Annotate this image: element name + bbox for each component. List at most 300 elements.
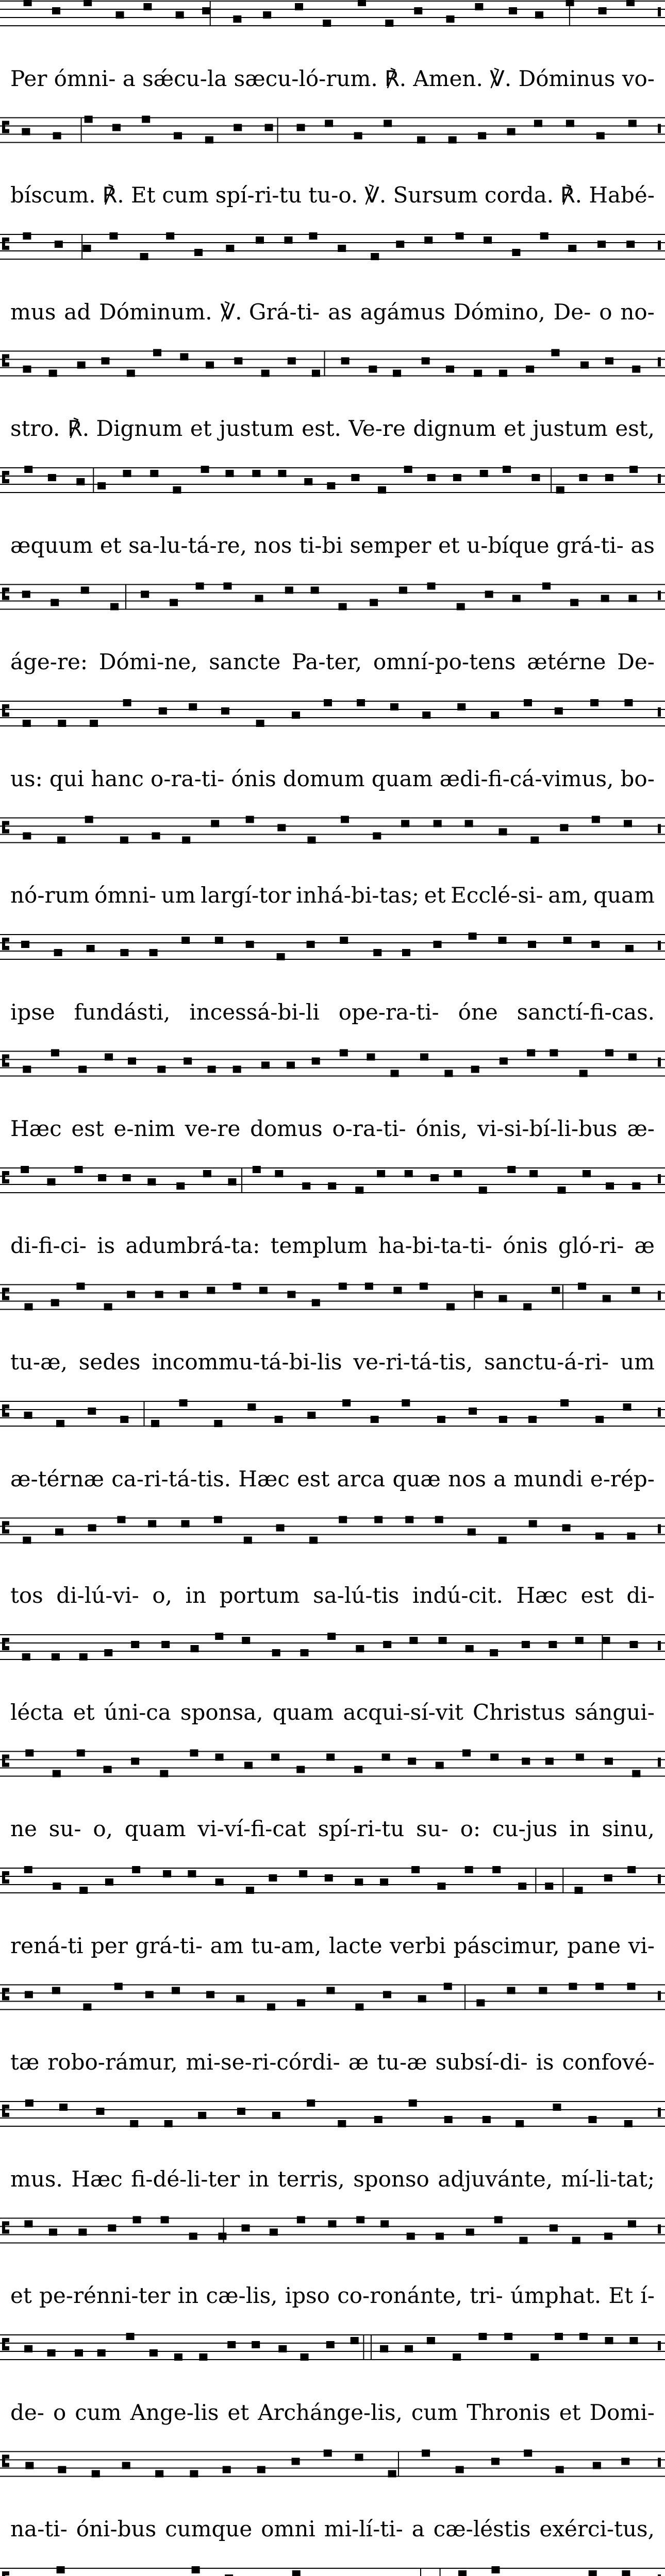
neume (24, 0, 32, 6)
lyric-syllable: nos (254, 532, 292, 558)
neume (226, 245, 234, 252)
lyric-syllable: as (630, 532, 655, 558)
neume (414, 7, 422, 14)
neume (269, 1874, 277, 1882)
lyric-syllable: o-ra-ti- (332, 1116, 406, 1141)
neume (457, 703, 466, 710)
neume (468, 1529, 476, 1536)
lyric-syllable: Dómi-ne, (98, 649, 198, 674)
neume (338, 2120, 346, 2127)
neume (434, 941, 442, 948)
neume (296, 1766, 305, 1773)
lyric-syllable: quam (272, 1699, 334, 1725)
lyric-syllable: a (493, 1466, 507, 1492)
neume (524, 699, 532, 706)
neume (593, 2462, 601, 2469)
neume (388, 2470, 396, 2478)
lyric-syllable: na-ti- (10, 2516, 68, 2541)
neume (151, 1420, 159, 1427)
neume (422, 711, 430, 719)
neume (214, 1420, 222, 1427)
neume (57, 2566, 65, 2573)
lyric-syllable: in (248, 2166, 270, 2192)
custos (658, 2225, 661, 2234)
neume (367, 1054, 375, 1061)
neume (374, 2116, 383, 2123)
neume (83, 245, 91, 252)
staff-system (0, 1399, 665, 1427)
custos (658, 1291, 661, 1300)
neume (312, 370, 320, 377)
neume (97, 2349, 106, 2357)
lyric-line (0, 1463, 665, 1494)
lyric-syllable: justum (533, 416, 608, 441)
lyric-syllable: us: (10, 766, 43, 791)
lyric-line (0, 2514, 665, 2545)
neume (174, 132, 182, 140)
lyric-syllable: mi-lí-ti- (324, 2516, 403, 2541)
neume (523, 1303, 531, 1311)
neume (430, 1174, 439, 1181)
lyric-syllable: ope-ra-ti- (338, 999, 439, 1025)
neume (242, 2225, 250, 2232)
neume (574, 1887, 583, 1894)
lyric-line (0, 1230, 665, 1261)
neume (439, 1637, 447, 1644)
neume (272, 1649, 280, 1656)
neume (276, 1524, 285, 1532)
lyric-syllable: et (10, 2283, 32, 2308)
staff-system (0, 232, 665, 260)
neume (422, 2450, 430, 2457)
lyric-syllable: tos (10, 1583, 43, 1608)
neume (498, 937, 506, 944)
neume (21, 941, 29, 948)
custos (658, 1174, 661, 1183)
lyric-syllable: Per (10, 65, 47, 91)
lyric-syllable: ætérne (527, 649, 606, 674)
c-clef-icon (2, 2222, 9, 2234)
neume (23, 366, 31, 373)
neume (116, 11, 124, 19)
lyric-syllable: o (599, 299, 612, 325)
neume (378, 486, 386, 494)
neume (130, 2120, 138, 2127)
neume (170, 599, 178, 606)
lyric-syllable: no- (620, 299, 655, 325)
lyric-syllable: semper (350, 532, 431, 558)
c-clef-icon (2, 121, 9, 133)
neume (202, 7, 210, 14)
neume (324, 2450, 332, 2457)
neume (147, 1178, 156, 1185)
neume (357, 699, 365, 706)
neume (142, 116, 150, 123)
lyric-syllable: Thronis (467, 2399, 551, 2425)
lyric-syllable: grá-ti- (556, 532, 624, 558)
neume (112, 124, 121, 131)
neume (75, 1166, 83, 1173)
lyric-syllable: domum (282, 766, 365, 791)
neume (341, 358, 350, 365)
neume (427, 583, 436, 590)
neume (530, 2353, 539, 2361)
staff-system (0, 1166, 665, 1194)
neume (166, 232, 174, 240)
neume (76, 1283, 85, 1290)
lyric-syllable: Dóminum. (99, 299, 212, 325)
neume (24, 1866, 32, 1873)
lyric-syllable: domus (250, 1116, 323, 1141)
lyric-syllable: est (297, 1466, 330, 1492)
neume (51, 1299, 59, 1307)
neume (531, 474, 540, 481)
lyric-syllable: mus (10, 299, 56, 325)
neume (105, 1054, 113, 1061)
lyric-syllable: incessá-bi-li (189, 999, 320, 1025)
lyric-syllable: ne (10, 1816, 37, 1841)
neume (474, 370, 482, 377)
lyric-syllable: u-bíque (467, 532, 550, 558)
neume (478, 2333, 487, 2340)
neume (301, 1649, 309, 1656)
neume (76, 478, 85, 485)
neume (604, 1874, 612, 1882)
neume (228, 1178, 236, 1185)
neume (79, 1887, 88, 1894)
neume (143, 3, 152, 10)
neume (355, 2454, 363, 2461)
c-clef-icon (2, 2455, 9, 2467)
neume (382, 1754, 390, 1761)
neume (623, 1403, 631, 1411)
custos (658, 358, 661, 367)
lyric-syllable: quæ (392, 1466, 441, 1492)
lyric-line (0, 413, 665, 444)
neume (626, 241, 635, 248)
lyric-syllable: ónis, (415, 1116, 468, 1141)
lyric-syllable: indú-cit. (412, 1583, 503, 1608)
neume (404, 466, 412, 473)
neume (596, 132, 605, 140)
neume (555, 2333, 563, 2340)
neume (275, 1170, 283, 1177)
neume (52, 7, 60, 14)
neume (172, 1987, 180, 1994)
lyric-line (0, 996, 665, 1027)
neume (540, 232, 548, 240)
neume (483, 2116, 491, 2123)
neume (411, 1866, 420, 1873)
neume (297, 2216, 305, 2224)
custos (658, 941, 661, 950)
neume (524, 2450, 532, 2457)
neume (475, 3, 483, 10)
neume (457, 603, 465, 611)
neume (247, 1403, 256, 1411)
lyric-syllable: ℣. Sursum (364, 182, 478, 208)
neume (221, 707, 229, 715)
lyric-syllable: tæ (10, 2049, 40, 2075)
c-clef-icon (2, 1755, 9, 1767)
lyric-syllable: sa-lu-tá-re, (128, 532, 247, 558)
neume (354, 132, 362, 140)
neume (155, 1291, 163, 1298)
neume (405, 1170, 413, 1177)
neume (383, 1641, 391, 1648)
neume (101, 358, 109, 365)
neume (25, 1991, 33, 1998)
neume (312, 1299, 320, 1307)
neume (23, 232, 31, 240)
lyric-syllable: áge-re: (10, 649, 88, 674)
lyric-syllable: cum (411, 2399, 458, 2425)
neume (223, 583, 231, 590)
neume (131, 1758, 139, 1765)
lyric-syllable: mundi (513, 1466, 583, 1492)
lyric-syllable: lacte (328, 1933, 383, 1958)
neume (512, 249, 520, 256)
neume (580, 362, 589, 369)
neume (326, 1987, 335, 1994)
lyric-syllable: vo- (622, 65, 655, 91)
lyric-syllable: nos (448, 1466, 486, 1492)
lyric-syllable: am (210, 1933, 244, 1958)
neume (58, 2466, 66, 2473)
neume (522, 1641, 530, 1648)
lyric-syllable: est (71, 1116, 104, 1141)
neume (393, 1287, 402, 1294)
neume (325, 1874, 333, 1882)
lyric-syllable: omni (261, 2516, 315, 2541)
neume (21, 1166, 29, 1173)
lyric-syllable: ad (64, 299, 91, 325)
neume (437, 1883, 445, 1890)
lyric-syllable: cu-jus (492, 1816, 558, 1841)
neume (624, 2120, 633, 2127)
neume (236, 1995, 244, 2003)
lyric-syllable: adumbrá-ta: (125, 1232, 260, 1258)
neume (370, 599, 378, 606)
neume (552, 1287, 560, 1294)
neume (205, 137, 213, 144)
neume (181, 1520, 189, 1528)
neume (84, 0, 92, 6)
neume (627, 1866, 636, 1873)
neume (328, 2221, 336, 2228)
lyric-line (0, 1580, 665, 1611)
lyric-syllable: de- (10, 2399, 44, 2425)
custos (658, 1758, 661, 1767)
neume (252, 2341, 260, 2348)
neume (448, 137, 457, 144)
lyric-syllable: Et (608, 2283, 633, 2308)
lyric-syllable: as (328, 299, 352, 325)
custos (658, 824, 661, 834)
neume (569, 1983, 577, 1990)
neume (161, 1641, 170, 1648)
neume (579, 474, 587, 481)
neume (307, 1412, 315, 1419)
lyric-syllable: e-nim (113, 1116, 175, 1141)
lyric-syllable: Hæc (71, 2166, 123, 2192)
lyric-syllable: o, (93, 1816, 113, 1841)
neume (390, 703, 398, 710)
staff-system (0, 1283, 665, 1311)
neume (51, 599, 59, 606)
neume (324, 699, 332, 706)
lyric-line (0, 530, 665, 561)
neume (405, 1516, 413, 1523)
staff-system (0, 583, 665, 611)
neume (87, 945, 95, 952)
neume (456, 2466, 464, 2473)
neume (627, 1983, 636, 1990)
lyric-syllable: páscimur, (453, 1933, 560, 1958)
lyric-syllable: et (99, 532, 122, 558)
lyric-syllable: ti-bi (298, 532, 343, 558)
neume (550, 2225, 558, 2232)
neume (327, 1633, 336, 1640)
lyric-syllable: ipso (285, 2283, 330, 2308)
neume (471, 1066, 479, 1073)
lyric-syllable: sancte (209, 649, 281, 674)
neume (456, 232, 464, 240)
neume (278, 470, 286, 477)
lyric-syllable: omní-po-tens (373, 649, 516, 674)
neume (405, 2345, 413, 2352)
lyric-syllable: ómni- a (54, 65, 136, 91)
c-clef-icon (2, 821, 9, 834)
neume (233, 1283, 241, 1290)
c-clef-icon (2, 2571, 9, 2576)
neume (123, 699, 131, 706)
neume (75, 2349, 83, 2357)
neume (402, 1399, 410, 1406)
lyric-syllable: vi-ví-fi-cat (197, 1816, 306, 1841)
neume (628, 2221, 636, 2228)
neume (105, 1878, 113, 1886)
lyric-syllable: quam (124, 1816, 186, 1841)
neume (566, 120, 574, 127)
neume (568, 245, 576, 252)
neume (490, 1754, 498, 1761)
neume (595, 1983, 604, 1990)
neume (206, 362, 214, 369)
custos (658, 1641, 661, 1650)
neume (339, 603, 347, 611)
neume (153, 349, 161, 357)
lyric-syllable: cumque (165, 2516, 253, 2541)
lyric-syllable: est (580, 1583, 613, 1608)
neume (285, 587, 293, 594)
neume (444, 2116, 453, 2123)
neume (553, 2104, 561, 2111)
neume (309, 232, 317, 240)
lyric-line (0, 1347, 665, 1378)
neume (606, 1182, 614, 1190)
neume (263, 11, 271, 19)
lyric-syllable: ædi-fi-cá-vimus, (439, 766, 614, 791)
neume (490, 1649, 498, 1656)
neume (252, 470, 260, 477)
lyric-line (0, 2280, 665, 2311)
lyric-line (0, 2397, 665, 2428)
neume (519, 2237, 527, 2244)
lyric-syllable: ve-ri-tá-tis, (353, 1349, 473, 1375)
lyric-syllable: ipse (10, 999, 55, 1025)
neume (550, 1049, 558, 1057)
custos (658, 1991, 661, 2001)
neume (176, 1182, 185, 1190)
neume (192, 2566, 200, 2573)
neume (244, 1537, 252, 1544)
neume (371, 1416, 379, 1423)
c-clef-icon (2, 1638, 9, 1650)
lyric-syllable: æ (348, 2049, 369, 2075)
neume (141, 591, 149, 598)
lyric-line (0, 1930, 665, 1961)
neume (509, 7, 517, 14)
neume (161, 2216, 169, 2224)
neume (534, 120, 542, 127)
neume (22, 128, 30, 135)
neume (592, 816, 600, 823)
neume (632, 1770, 640, 1777)
lyric-syllable: su- (416, 1816, 448, 1841)
neume (500, 1058, 508, 1065)
neume (48, 474, 56, 481)
lyric-syllable: bíscum. (10, 182, 96, 208)
neume (182, 837, 190, 844)
neume (120, 949, 128, 956)
neume (77, 1750, 85, 1757)
lyric-syllable: exérci-tus, (539, 2516, 655, 2541)
neume (466, 1645, 474, 1652)
neume (22, 1653, 30, 1660)
lyric-syllable: o, (152, 1583, 172, 1608)
neume (354, 1766, 362, 1773)
lyric-syllable: mi-se-ri-córdi- (186, 2049, 340, 2075)
neume (215, 1878, 224, 1886)
lyric-syllable: tu-o. (308, 182, 358, 208)
neume (454, 1170, 462, 1177)
neume (437, 1416, 445, 1423)
neume (338, 245, 346, 252)
neume (465, 1866, 473, 1873)
neume (562, 1524, 571, 1532)
neume (325, 120, 333, 127)
neume (435, 1516, 443, 1523)
c-clef-icon (2, 1521, 9, 1534)
lyric-syllable: a (411, 2516, 425, 2541)
custos (658, 241, 661, 250)
neume (78, 2229, 87, 2236)
lyric-syllable: æquum (10, 532, 93, 558)
staff-system (0, 0, 665, 27)
neume (190, 2470, 198, 2478)
lyric-syllable: De- (617, 649, 655, 674)
lyric-syllable: cæ-léstis (433, 2516, 531, 2541)
lyric-syllable: Domi- (589, 2399, 655, 2425)
lyric-syllable: est, (615, 416, 655, 441)
lyric-syllable: confové- (562, 2049, 655, 2075)
neume (304, 478, 312, 485)
neume (529, 1520, 537, 1528)
neume (85, 816, 93, 823)
neume (402, 949, 410, 956)
lyric-syllable: sponso (353, 2166, 429, 2192)
